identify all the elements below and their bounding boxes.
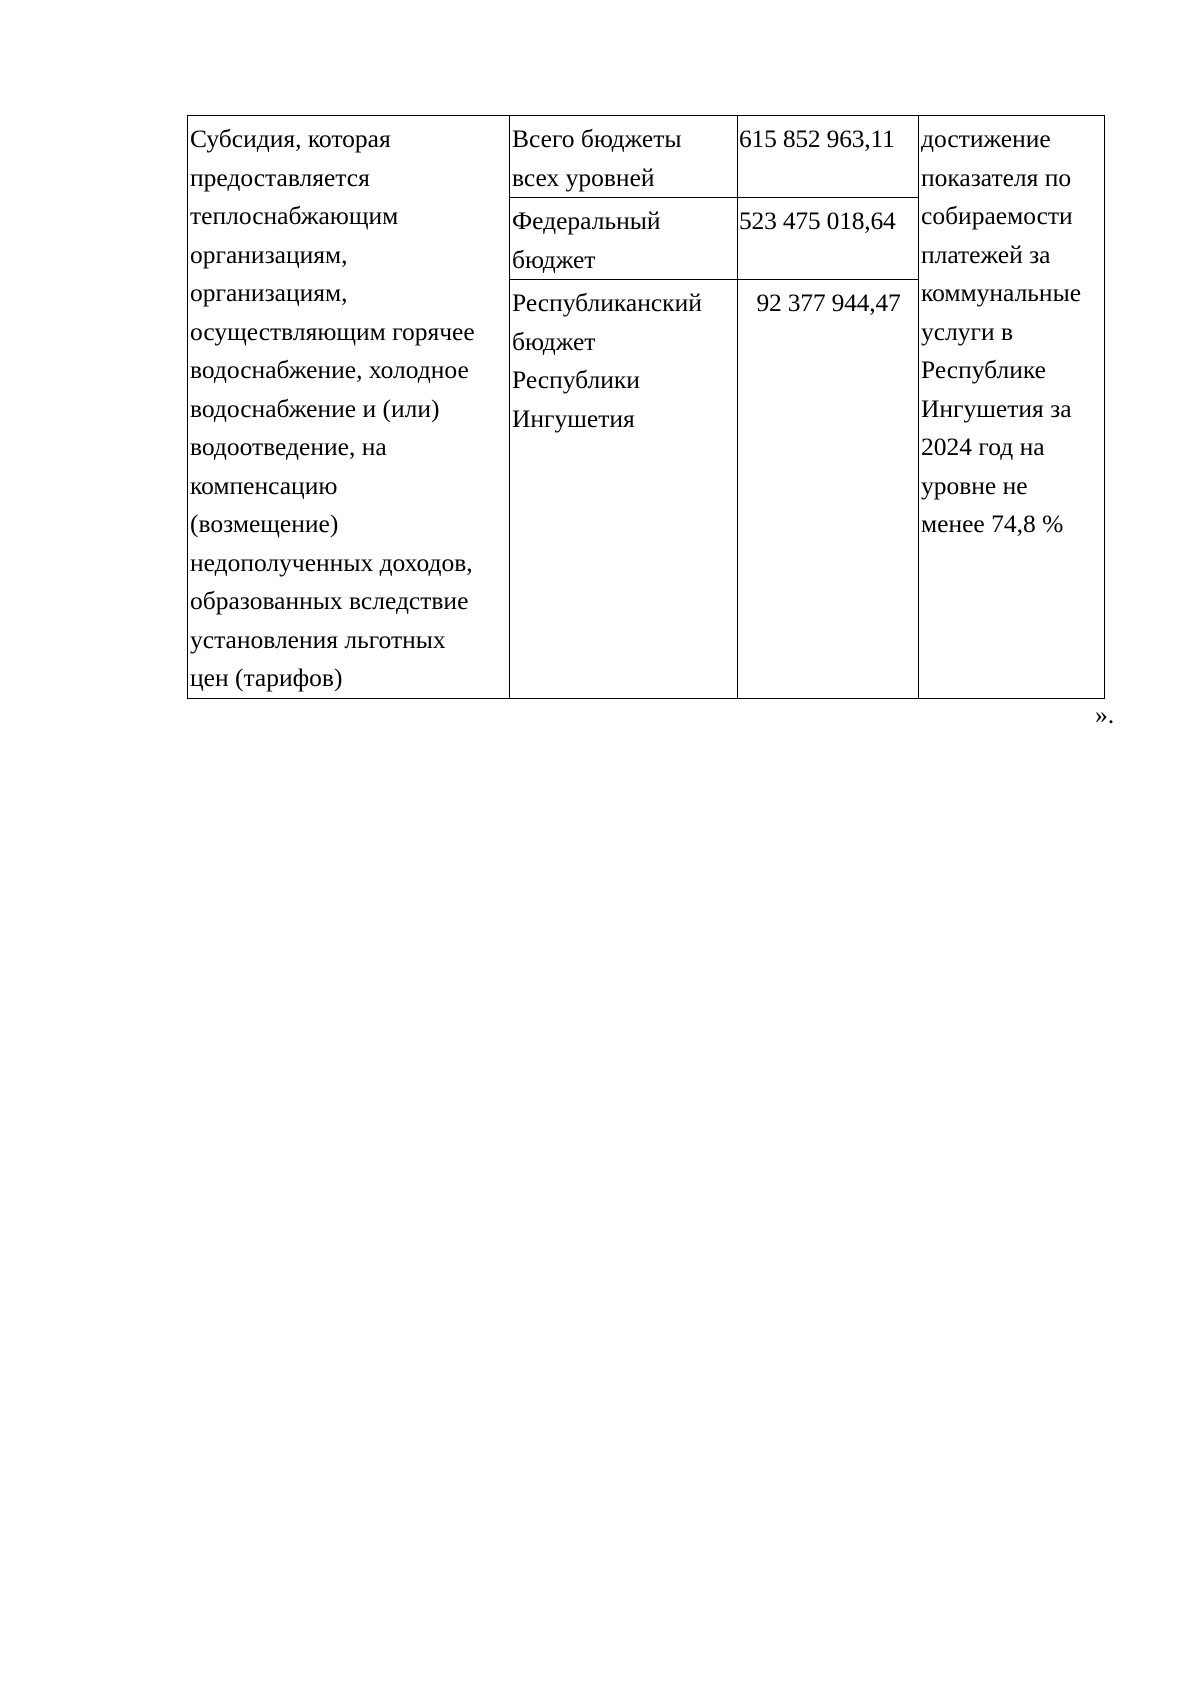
budget-amount-total: 615 852 963,11 (738, 116, 919, 198)
closing-quote-mark: ». (1095, 700, 1115, 729)
budget-amount-federal: 523 475 018,64 (738, 198, 919, 280)
budget-amount-republican: 92 377 944,47 (738, 280, 919, 699)
result-indicator-cell: достижение показателя по собираемости платежей за коммунальные услуги в Республике Ингушетия за 2024 год на уровне не менее 74,8 % (919, 116, 1105, 699)
subsidy-table (187, 115, 1105, 699)
table-row (188, 116, 1105, 198)
budget-source-republican: Республиканский бюджет Республики Ингушетия (510, 280, 738, 699)
budget-source-federal: Федеральный бюджет (510, 198, 738, 280)
measure-name-cell: Субсидия, которая предоставляется теплоснабжающим организациям, организациям, осуществляющим горячее водоснабжение, холодное водоснабжение и (или) водоотведение, на компенсацию (возмещение) недополученных доходов, образованных вследствие установления льготных цен (тарифов) (188, 116, 510, 699)
budget-source-total: Всего бюджеты всех уровней (510, 116, 738, 198)
